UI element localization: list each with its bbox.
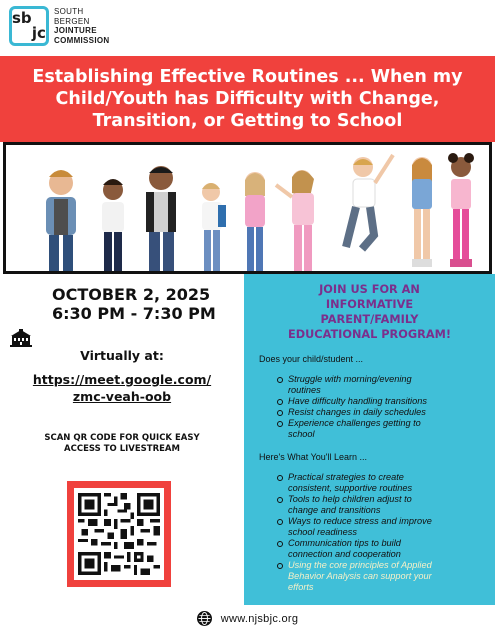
logo-letter: sb [12,9,32,27]
virtual-label: Virtually at: [80,348,164,363]
qr-caption: SCAN QR CODE FOR QUICK EASY ACCESS TO LIVESTREAM [44,433,200,454]
page-title: Establishing Effective Routines ... When my Child/Youth has Difficulty with Change, Transition, or Getting to School [32,67,463,131]
qr-code-icon [78,492,160,576]
list-item: Tools to help children adjust to change and transitions [288,494,488,516]
difficulty-list [288,374,488,440]
globe-icon [197,611,212,626]
logo-mark [9,6,49,46]
org-logo [9,6,109,46]
logo-letter: jc [31,24,46,42]
children-photo [3,142,492,274]
website-link[interactable]: www.njsbjc.org [220,612,299,625]
qr-code[interactable] [67,481,171,587]
title-banner [0,56,495,142]
list-item: Using the core principles of Applied Behavior Analysis can support your efforts [288,560,488,593]
event-datetime [52,285,216,323]
school-building-icon [10,329,32,347]
org-name: SOUTH BERGEN JOINTURE COMMISSION [54,7,110,45]
meeting-link-line[interactable]: zmc-veah-oob [72,389,172,404]
difficulty-question: Does your child/student ... [259,354,364,364]
topics-list [288,472,488,593]
list-item: Resist changes in daily schedules [288,407,488,418]
list-item: Have difficulty handling transitions [288,396,488,407]
program-panel [244,274,495,605]
panel-heading: JOIN US FOR AN INFORMATIVE PARENT/FAMILY EDUCATIONAL PROGRAM! [288,283,451,341]
event-date: OCTOBER 2, 2025 [52,285,211,304]
event-time: 6:30 PM - 7:30 PM [52,304,216,323]
list-item: Experience challenges getting to school [288,418,488,440]
footer [0,611,495,626]
list-item: Ways to reduce stress and improve school readiness [288,516,488,538]
list-item: Struggle with morning/evening routines [288,374,488,396]
meeting-link-line[interactable]: https://meet.google.com/ [32,372,212,387]
list-item: Practical strategies to create consistent, supportive routines [288,472,488,494]
children-illustration [6,145,489,271]
list-item: Communication tips to build connection and cooperation [288,538,488,560]
meeting-link[interactable] [0,371,244,405]
learn-intro: Here's What You'll Learn ... [259,452,367,462]
